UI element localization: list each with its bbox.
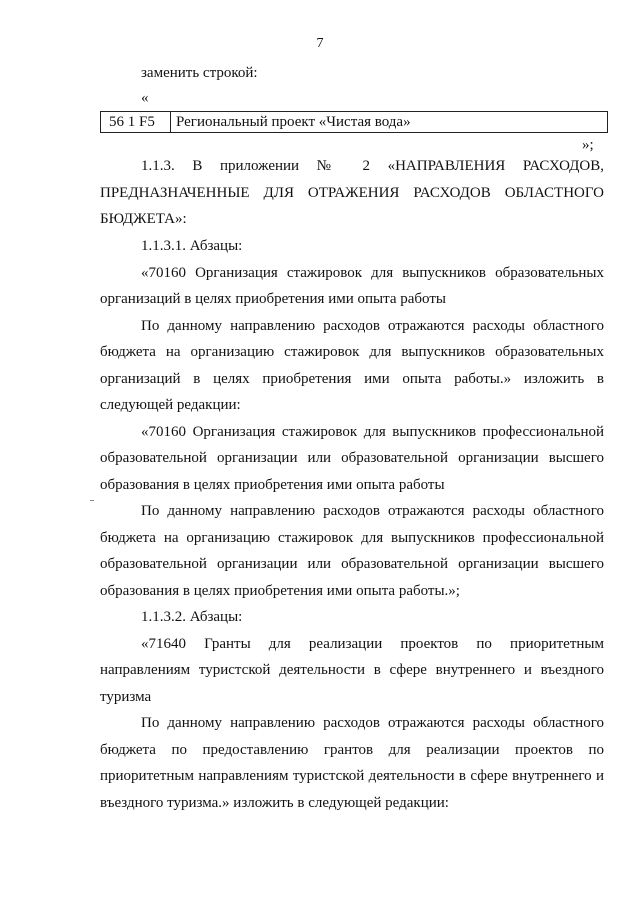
paragraph-line: туризма <box>100 689 152 705</box>
paragraph-line: бюджета на организацию стажировок для выпускников профессиональной <box>100 530 604 546</box>
paragraph-line: приоритетным направлениям туристской деятельности в сфере внутреннего и <box>100 768 604 784</box>
paragraph-line: бюджета на организацию стажировок для выпускников образовательных <box>100 344 604 360</box>
paragraph-line: 1.1.3.2. Абзацы: <box>141 609 243 625</box>
replacement-table-row <box>100 111 608 133</box>
paragraph-line: въездного туризма.» изложить в следующей редакции: <box>100 795 449 811</box>
paragraph-line: По данному направлению расходов отражаются расходы областного <box>141 503 604 519</box>
row-code: 56 1 F5 <box>101 112 171 132</box>
paragraph-line: По данному направлению расходов отражаются расходы областного <box>141 318 604 334</box>
paragraph-line: организаций в целях приобретения ими опыта работы <box>100 291 446 307</box>
paragraph-line: 1.1.3. В приложении № 2 «НАПРАВЛЕНИЯ РАСХОДОВ, <box>141 158 604 174</box>
paragraph-line: «71640 Гранты для реализации проектов по приоритетным <box>141 636 604 652</box>
paragraph-line: следующей редакции: <box>100 397 241 413</box>
paragraph-line: направлениям туристской деятельности в сфере внутреннего и въездного <box>100 662 604 678</box>
paragraph-line: По данному направлению расходов отражаются расходы областного <box>141 715 604 731</box>
paragraph-line: образования в целях приобретения ими опыта работы.»; <box>100 583 460 599</box>
paragraph-line: «70160 Организация стажировок для выпускников профессиональной <box>141 424 604 440</box>
paragraph-line: ПРЕДНАЗНАЧЕННЫЕ ДЛЯ ОТРАЖЕНИЯ РАСХОДОВ ОБЛАСТНОГО <box>100 185 604 201</box>
scan-mark <box>90 500 94 501</box>
row-name: Региональный проект «Чистая вода» <box>176 114 411 130</box>
paragraph-line: бюджета по предоставлению грантов для реализации проектов по <box>100 742 604 758</box>
close-quote: »; <box>582 137 594 153</box>
paragraph-line: образовательной организации или образовательной организации высшего <box>100 556 604 572</box>
paragraph-line: БЮДЖЕТА»: <box>100 211 187 227</box>
intro-text: заменить строкой: <box>141 65 258 81</box>
paragraph-line: организаций в целях приобретения ими опыта работы.» изложить в <box>100 371 604 387</box>
paragraph-line: образования в целях приобретения ими опыта работы <box>100 477 445 493</box>
page-number: 7 <box>316 36 324 51</box>
paragraph-line: «70160 Организация стажировок для выпускников образовательных <box>141 265 604 281</box>
paragraph-line: образовательной организации или образовательной организации высшего <box>100 450 604 466</box>
open-quote: « <box>141 90 149 106</box>
paragraph-line: 1.1.3.1. Абзацы: <box>141 238 243 254</box>
